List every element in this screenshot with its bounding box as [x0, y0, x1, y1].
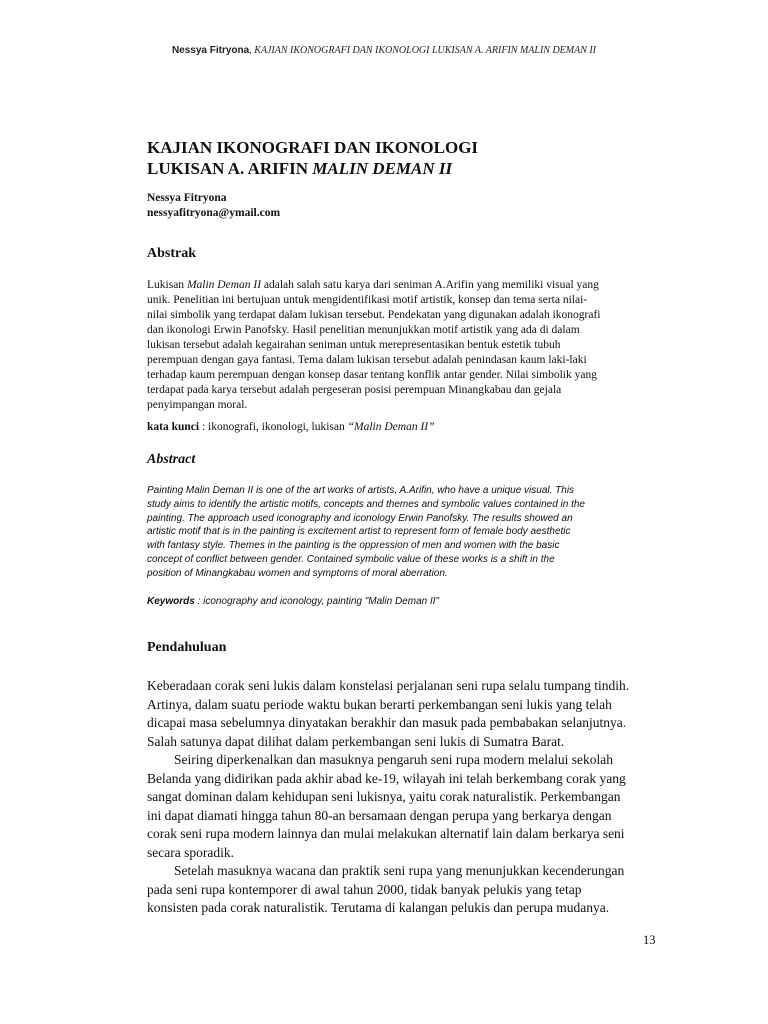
keywords-label: Keywords [147, 596, 195, 607]
abstract-line: artistic motif that is in the painting is excitement artist to represent form of female body aesthetic [147, 526, 571, 538]
page-number: 13 [643, 933, 656, 947]
kata-kunci-italic: “Malin Deman II” [347, 421, 435, 433]
paragraph-line: Belanda yang didirikan pada akhir abad ke-19, wilayah ini telah berkembang corak yang [147, 770, 626, 786]
paper-title-line-2-italic: MALIN DEMAN II [312, 159, 453, 178]
abstract-heading: Abstract [147, 452, 196, 467]
abstrak-first-line [147, 278, 667, 293]
running-header [0, 45, 768, 56]
kata-kunci-plain: ikonografi, ikonologi, lukisan [208, 421, 348, 433]
kata-kunci [147, 421, 435, 433]
abstrak-line: lukisan tersebut adalah kegairahan seniman untuk merepresentasikan bentuk estetik tubuh [147, 339, 561, 351]
abstract-line: concept of conflict between gender. Contained symbolic value of these works is a shift in the [147, 553, 555, 565]
pendahuluan-body [147, 677, 667, 918]
paragraph-line: ini dapat diamati hingga tahun 80-an bersamaan dengan perupa yang berkarya dengan [147, 807, 612, 823]
abstrak-line: nilai simbolik yang terdapat dalam lukisan tersebut. Pendekatan yang digunakan adalah ikonografi [147, 309, 601, 321]
paragraph-line: sangat dominan dalam kehidupan seni lukisnya, yaitu corak naturalistik. Perkembangan [147, 789, 621, 804]
abstrak-line: terdapat pada karya tersebut adalah pergeseran posisi perempuan Minangkabau dan gejala [147, 384, 562, 396]
abstrak-line: dan ikonologi Erwin Panofsky. Hasil penelitian menunjukkan motif artistik yang ada di dalam [147, 324, 580, 336]
abstrak-heading: Abstrak [147, 246, 197, 261]
keywords [147, 596, 439, 607]
abstract-line: study aims to identify the artistic motifs, concepts and themes and symbolic values contained in the [147, 498, 585, 510]
abstrak-line: terhadap kaum perempuan dengan konsep dasar tentang konflik antar gender. Nilai simbolik yang [147, 369, 597, 381]
paper-title-line-2-plain: LUKISAN A. ARIFIN [147, 159, 313, 178]
running-header-title: KAJIAN IKONOGRAFI DAN IKONOLOGI LUKISAN A. ARIFIN MALIN DEMAN II [254, 45, 597, 56]
abstract-body [147, 484, 667, 581]
paragraph-line: Seiring diperkenalkan dan masuknya pengaruh seni rupa modern melalui sekolah [174, 752, 613, 767]
paper-title-line-2 [147, 158, 667, 179]
paper-title [147, 137, 667, 179]
paragraph-line: pada seni rupa kontemporer di awal tahun 2000, tidak banyak pelukis yang tetap [147, 881, 582, 897]
kata-kunci-label: kata kunci [147, 421, 200, 433]
paragraph-line: secara sporadik. [147, 844, 234, 860]
abstrak-first-rest: adalah salah satu karya dari seniman A.Arifin yang memiliki visual yang [261, 279, 599, 291]
paragraph-line: Salah satunya dapat dilihat dalam perkembangan seni lukis di Sumatra Barat. [147, 733, 565, 749]
abstrak-body [147, 278, 667, 413]
paper-title-line-1: KAJIAN IKONOGRAFI DAN IKONOLOGI [147, 138, 479, 157]
author-block [147, 191, 280, 221]
abstract-line: Painting Malin Deman II is one of the art works of artists, A.Arifin, who have a unique visual. This [147, 485, 575, 496]
paragraph-line: dicapai masa sebelumnya dinyatakan berakhir dan masuk pada pembabakan selanjutnya. [147, 715, 627, 730]
paragraph-line: konsisten pada corak naturalistik. Terutama di kalangan pelukis dan perupa mudanya. [147, 900, 610, 915]
running-header-separator: , [249, 45, 255, 56]
keywords-text: : iconography and iconology, painting "Malin Deman II" [194, 596, 440, 607]
abstract-line: painting. The approach used iconography and iconology Erwin Panofsky. The results showed an [147, 512, 573, 524]
abstrak-line: unik. Penelitian ini bertujuan untuk mengidentifikasi motif artistik, konsep dan tema serta nilai- [147, 294, 588, 306]
abstrak-line: penyimpangan moral. [147, 399, 248, 411]
kata-kunci-separator: : [199, 421, 209, 433]
abstrak-first-prefix: Lukisan [147, 279, 187, 291]
paragraph-line: Keberadaan corak seni lukis dalam konstelasi perjalanan seni rupa selalu tumpang tindih. [147, 678, 630, 693]
pendahuluan-heading: Pendahuluan [147, 640, 227, 655]
paragraph-line: Setelah masuknya wacana dan praktik seni rupa yang menunjukkan kecenderungan [174, 863, 625, 878]
abstrak-line: perempuan dengan gaya fantasi. Tema dalam lukisan tersebut adalah penindasan kaum laki-laki [147, 354, 587, 366]
author-name: Nessya Fitryona [147, 192, 227, 204]
abstract-line: with fantasy style. Themes in the painting is the oppression of men and women with the basic [147, 540, 560, 552]
abstract-line: position of Minangkabau women and symptoms of moral aberration. [147, 567, 448, 579]
abstrak-first-italic: Malin Deman II [186, 279, 262, 291]
author-email: nessyafitryona@ymail.com [147, 207, 281, 219]
paragraph-line: Artinya, dalam suatu periode waktu bukan berarti perkembangan seni lukis yang telah [147, 696, 612, 712]
running-header-author: Nessya Fitryona [171, 45, 250, 56]
paragraph-line: corak seni rupa modern lainnya dan mulai melakukan alternatif lain dalam berkarya seni [147, 826, 625, 841]
